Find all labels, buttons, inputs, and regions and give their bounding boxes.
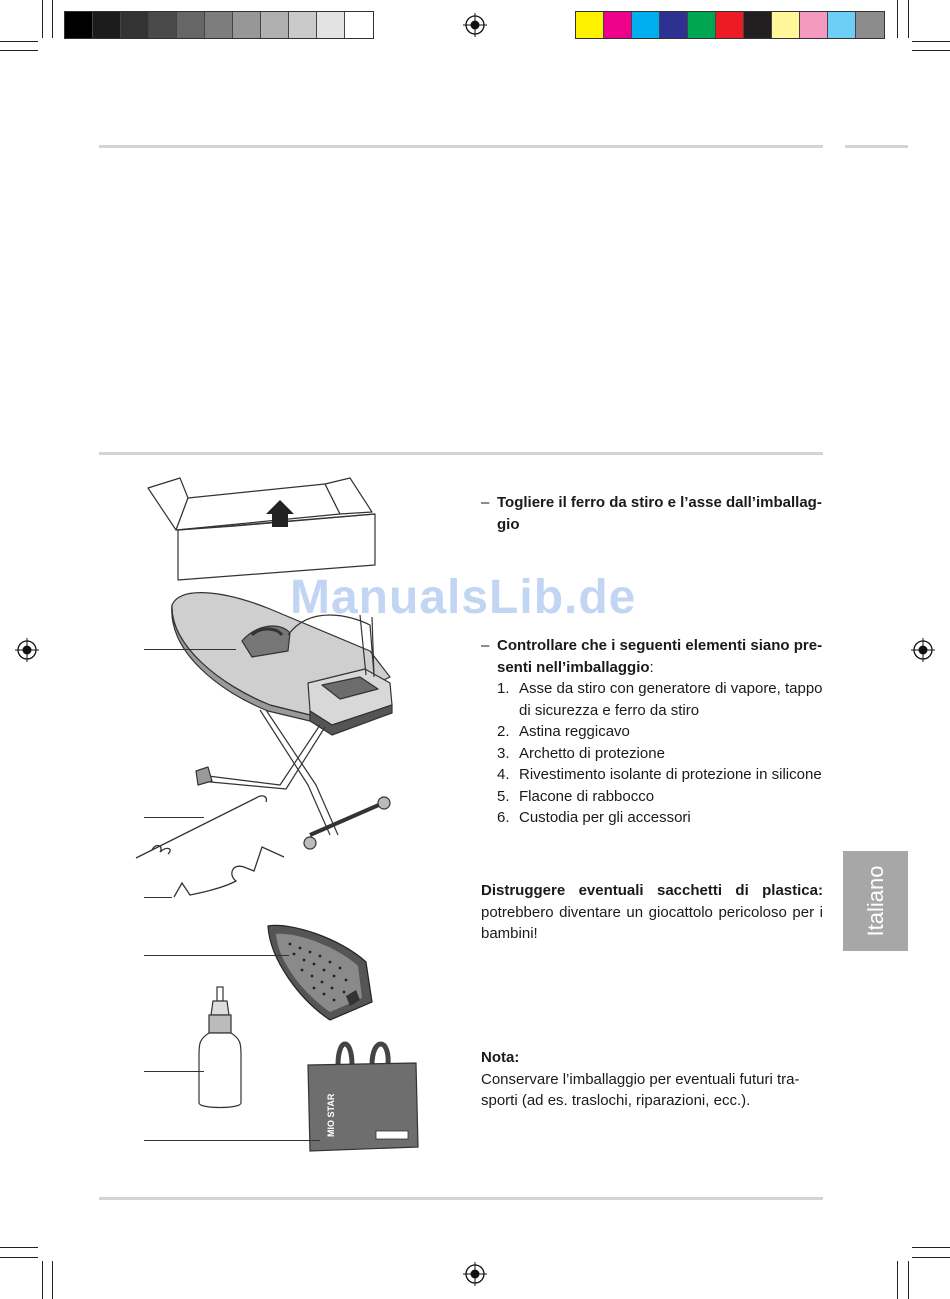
bottom-rule bbox=[99, 1197, 823, 1200]
contents-list bbox=[497, 678, 823, 829]
crop-mark bbox=[897, 0, 898, 38]
crop-mark bbox=[912, 1247, 950, 1248]
list-item: 3. Archetto di protezione bbox=[497, 744, 665, 762]
callout-line-4 bbox=[144, 955, 289, 956]
color-swatch bbox=[233, 12, 261, 38]
crop-mark bbox=[912, 50, 950, 51]
callout-line-2 bbox=[144, 817, 204, 818]
bag-brand-text: MIO STAR bbox=[326, 1093, 336, 1137]
crop-mark bbox=[0, 1257, 38, 1258]
note-text: Conservare l’imballaggio per eventuali futuri tra-sporti (ad es. traslochi, riparazioni, ecc.). bbox=[481, 1070, 800, 1109]
note-section bbox=[481, 1047, 823, 1112]
color-swatch bbox=[289, 12, 317, 38]
plastic-bag-warning bbox=[481, 880, 823, 945]
step1-text: Togliere il ferro da stiro e l’asse dall’imballag-gio bbox=[497, 494, 822, 533]
section-rule bbox=[99, 452, 823, 455]
warning-bold: Distruggere eventuali sacchetti di plastica: bbox=[481, 882, 823, 899]
color-swatch bbox=[93, 12, 121, 38]
grayscale-color-bar bbox=[64, 11, 374, 39]
warning-text: potrebbero diventare un giocattolo pericoloso per i bambini! bbox=[481, 903, 823, 942]
step2-intro: Controllare che i seguenti elementi siano pre-senti nell’imballaggio bbox=[497, 637, 823, 676]
color-swatch bbox=[121, 12, 149, 38]
note-title: Nota: bbox=[481, 1049, 520, 1066]
color-swatch bbox=[345, 12, 373, 38]
step-check-contents bbox=[481, 635, 823, 829]
crop-mark bbox=[908, 1261, 909, 1299]
registration-mark-icon bbox=[911, 638, 935, 662]
color-swatch bbox=[177, 12, 205, 38]
crop-mark bbox=[0, 1247, 38, 1248]
callout-line-3 bbox=[144, 897, 172, 898]
crop-mark bbox=[0, 50, 38, 51]
language-tab-label: Italiano bbox=[862, 865, 888, 937]
crop-mark bbox=[52, 0, 53, 38]
crop-mark bbox=[42, 1261, 43, 1299]
color-swatch bbox=[317, 12, 345, 38]
color-swatch bbox=[205, 12, 233, 38]
step-remove-packaging bbox=[481, 492, 823, 535]
list-item: 5. Flacone di rabbocco bbox=[497, 787, 655, 805]
protection-bow-illustration bbox=[170, 835, 300, 905]
color-swatch bbox=[856, 12, 884, 38]
step2-colon: : bbox=[649, 658, 654, 676]
color-swatch bbox=[828, 12, 856, 38]
crop-mark bbox=[908, 0, 909, 38]
list-item: 4. Rivestimento isolante di protezione in silicone bbox=[497, 766, 822, 783]
color-swatch bbox=[632, 12, 660, 38]
color-swatch bbox=[576, 12, 604, 38]
registration-mark-icon bbox=[15, 638, 39, 662]
top-rule-tab bbox=[845, 145, 908, 148]
callout-line-5 bbox=[144, 1071, 204, 1072]
color-swatch bbox=[261, 12, 289, 38]
list-item: 2. Astina reggicavo bbox=[497, 723, 630, 740]
color-swatch bbox=[800, 12, 828, 38]
color-swatch bbox=[660, 12, 688, 38]
language-tab bbox=[843, 851, 908, 951]
list-item: 6. Custodia per gli accessori bbox=[497, 809, 691, 826]
process-color-bar bbox=[575, 11, 885, 39]
color-swatch bbox=[604, 12, 632, 38]
color-swatch bbox=[744, 12, 772, 38]
color-swatch bbox=[65, 12, 93, 38]
color-swatch bbox=[772, 12, 800, 38]
top-rule bbox=[99, 145, 823, 148]
watermark: ManualsLib.de bbox=[290, 571, 637, 624]
list-item: 1. Asse da stiro con generatore di vapore, tappo di sicurezza e ferro da stiro bbox=[497, 680, 823, 719]
crop-mark bbox=[912, 1257, 950, 1258]
registration-mark-icon bbox=[463, 1262, 487, 1286]
color-swatch bbox=[716, 12, 744, 38]
dash-bullet: – bbox=[481, 494, 490, 511]
color-swatch bbox=[688, 12, 716, 38]
crop-mark bbox=[52, 1261, 53, 1299]
crop-mark bbox=[0, 41, 38, 42]
crop-mark bbox=[912, 41, 950, 42]
registration-mark-icon bbox=[463, 13, 487, 37]
accessory-bag-illustration bbox=[300, 1035, 422, 1155]
dash-bullet: – bbox=[481, 637, 490, 654]
crop-mark bbox=[42, 0, 43, 38]
refill-bottle-illustration bbox=[195, 985, 245, 1113]
callout-line-6 bbox=[144, 1140, 320, 1141]
silicone-cover-illustration bbox=[260, 920, 380, 1030]
callout-line-1 bbox=[144, 649, 236, 650]
color-swatch bbox=[149, 12, 177, 38]
crop-mark bbox=[897, 1261, 898, 1299]
